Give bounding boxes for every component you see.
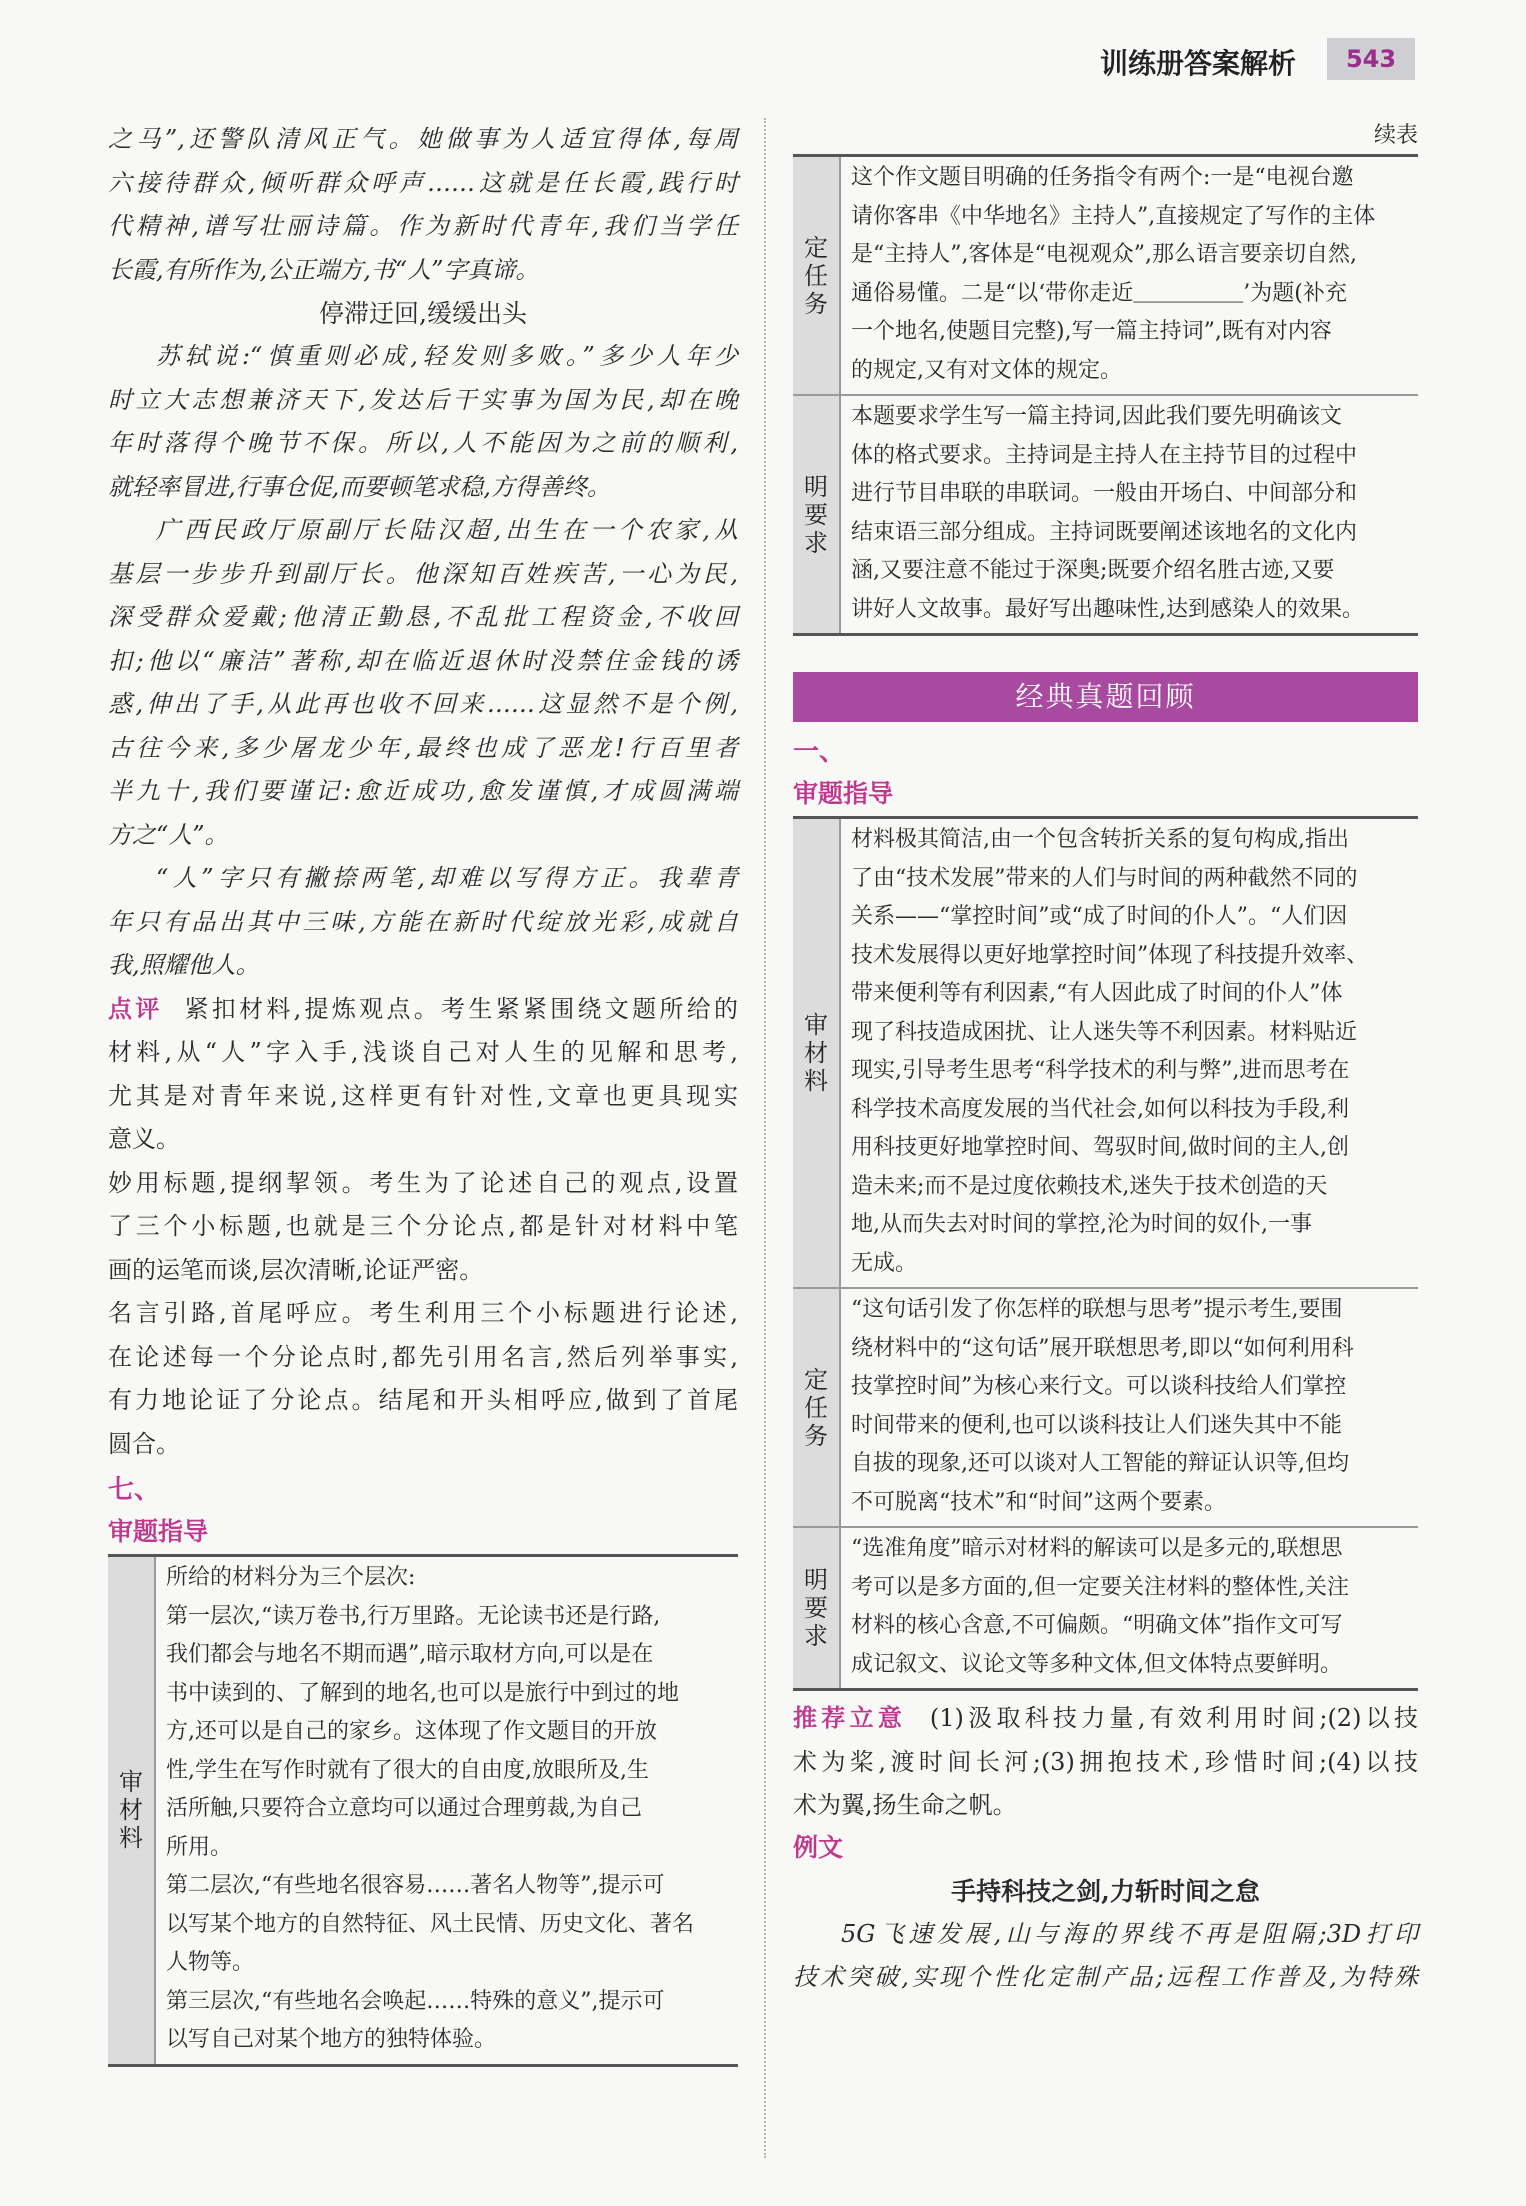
comment-text: 紧扣材料,提炼观点。考生紧紧围绕文题所给的 [184, 994, 738, 1023]
section-heading: 审题指导 [793, 779, 894, 808]
section-number: 一、 [793, 737, 846, 767]
page-number: 543 [1327, 38, 1415, 80]
table-row [108, 1556, 738, 2066]
text-line: 关系——“掌控时间”或“成了时间的仆人”。“人们因 [851, 904, 1348, 929]
row-label [793, 156, 840, 396]
text-line: 代精神,谱写壮丽诗篇。作为新时代青年,我们当学任 [108, 212, 738, 240]
text-line: 技术突破,实现个性化定制产品;远程工作普及,为特殊 [793, 1963, 1418, 1991]
row-content [840, 395, 1418, 635]
comment-block [108, 988, 738, 1467]
text-line: 时间带来的便利,也可以谈科技让人们迷失其中不能 [851, 1412, 1342, 1438]
text-line: 本题要求学生写一篇主持词,因此我们要先明确该文 [851, 404, 1342, 429]
text-line: 古往今来,多少屠龙少年,最终也成了恶龙!行百里者 [108, 733, 738, 762]
text-line: 涵,又要注意不能过于深奥;既要介绍名胜古迹,又要 [851, 558, 1335, 583]
text-line: 结束语三部分组成。主持词既要阐述该地名的文化内 [851, 519, 1358, 545]
text-line: 用科技更好地掌控时间、驾驭时间,做时间的主人,创 [851, 1135, 1349, 1160]
comment-label: 点评 [108, 994, 163, 1023]
row-label [793, 818, 840, 1289]
analysis-table [108, 1554, 738, 2067]
text-line: 我,照耀他人。 [108, 951, 260, 979]
text-line: 画的运笔而谈,层次清晰,论证严密。 [108, 1255, 484, 1284]
text-line: 了由“技术发展”带来的人们与时间的两种截然不同的 [851, 865, 1358, 891]
text-line: 活所触,只要符合立意均可以通过合理剪裁,为自己 [166, 1796, 642, 1821]
essay-paragraph-3 [108, 509, 738, 857]
row-content [840, 1288, 1418, 1527]
column-divider [764, 118, 766, 2158]
text-line: 有力地论证了分论点。结尾和开头相呼应,做到了首尾 [108, 1386, 738, 1414]
recommend-label: 推荐立意 [793, 1704, 907, 1732]
row-label [108, 1556, 155, 2066]
text-line: 第三层次,“有些地名会唤起……特殊的意义”,提示可 [166, 1988, 665, 2014]
text-line: 材料的核心含意,不可偏颇。“明确文体”指作文可写 [851, 1613, 1343, 1638]
row-content [840, 156, 1418, 396]
text-line: 意义。 [108, 1125, 180, 1153]
text-line: 成记叙文、议论文等多种文体,但文体特点要鲜明。 [851, 1651, 1342, 1677]
text-line: 方之“人”。 [108, 820, 229, 849]
text-line: 性,学生在写作时就有了很大的自由度,放眼所及,生 [166, 1757, 649, 1783]
example-title: 手持科技之剑,力斩时间之怠 [951, 1876, 1260, 1906]
text-line: 所用。 [166, 1834, 233, 1860]
text-line: 现了科技造成困扰、让人迷失等不利因素。材料贴近 [851, 1019, 1358, 1045]
table-row [793, 395, 1418, 635]
text-line: 现实,引导考生思考“科学技术的利与弊”,进而思考在 [851, 1058, 1350, 1083]
essay-subheading: 停滞迂回,缓缓出头 [319, 299, 527, 328]
text-line: 六接待群众,倾听群众呼声……这就是任长霞,践行时 [108, 168, 738, 197]
text-line: 长霞,有所作为,公正端方,书“人”字真谛。 [108, 255, 540, 284]
example-label: 例文 [793, 1832, 844, 1862]
left-column [108, 118, 738, 2067]
section-heading: 审题指导 [108, 1517, 209, 1546]
text-line: 一个地名,使题目完整),写一篇主持词”,既有对内容 [851, 319, 1332, 344]
text-line: 之马”,还警队清风正气。她做事为人适宜得体,每周 [108, 125, 738, 153]
text-line: 5G飞速发展,山与海的界线不再是阻隔;3D打印 [841, 1919, 1418, 1948]
row-label [793, 395, 840, 635]
table-row [793, 1527, 1418, 1690]
text-line: 惑,伸出了手,从此再也收不回来……这显然不是个例, [108, 690, 738, 718]
text-line: 通俗易懂。二是“以‘带你走近＿＿＿＿＿’为题(补充 [851, 280, 1347, 306]
text-line: 造未来;而不是过度依赖技术,迷失于技术创造的天 [851, 1173, 1328, 1199]
text-line: 无成。 [851, 1250, 918, 1276]
row-label-text: 审材料 [804, 1011, 828, 1095]
row-label [793, 1288, 840, 1527]
recommend-text: (1)汲取科技力量,有效利用时间;(2)以技 [929, 1704, 1418, 1732]
text-line: 请你客串《中华地名》主持人”,直接规定了写作的主体 [851, 203, 1376, 229]
row-label-text: 明要求 [804, 472, 828, 557]
continued-table [793, 154, 1418, 636]
text-line: 是“主持人”,客体是“电视观众”,那么语言要亲切自然, [851, 242, 1357, 267]
continued-label: 续表 [1373, 123, 1418, 148]
essay-paragraph-1 [108, 118, 738, 292]
text-line: 不可脱离“技术”和“时间”这两个要素。 [851, 1489, 1226, 1515]
text-line: 带来便利等有利因素,“有人因此成了时间的仆人”体 [851, 981, 1343, 1006]
text-line: 材料,从“人”字入手,浅谈自己对人生的见解和思考, [108, 1038, 738, 1066]
table-row [793, 818, 1418, 1289]
text-line: 讲好人文故事。最好写出趣味性,达到感染人的效果。 [851, 596, 1364, 622]
text-line: 书中读到的、了解到的地名,也可以是旅行中到过的地 [166, 1680, 679, 1706]
row-label [793, 1527, 840, 1690]
text-line: 绕材料中的“这句话”展开联想思考,即以“如何利用科 [851, 1335, 1354, 1361]
analysis-table [793, 816, 1418, 1691]
text-line: 我们都会与地名不期而遇”,暗示取材方向,可以是在 [166, 1642, 654, 1667]
text-line: 妙用标题,提纲挈领。考生为了论述自己的观点,设置 [108, 1168, 738, 1197]
row-label-text: 明要求 [804, 1566, 828, 1650]
text-line: 深受群众爱戴;他清正勤恳,不乱批工程资金,不收回 [108, 603, 738, 631]
text-line: 基层一步步升到副厅长。他深知百姓疾苦,一心为民, [108, 559, 738, 588]
text-line: 进行节目串联的串联词。一般由开场白、中间部分和 [851, 481, 1358, 506]
text-line: 术为翼,扬生命之帆。 [793, 1791, 1017, 1819]
text-line [108, 988, 738, 1032]
text-line: 这个作文题目明确的任务指令有两个:一是“电视台邀 [851, 165, 1354, 190]
text-line: 的规定,又有对文体的规定。 [851, 357, 1122, 383]
text-line: 技掌控时间”为核心来行文。可以谈科技给人们掌控 [851, 1374, 1347, 1399]
text-line: 人物等。 [166, 1950, 255, 1975]
text-line: 第一层次,“读万卷书,行万里路。无论读书还是行路, [166, 1603, 661, 1629]
text-line: 苏轼说:“慎重则必成,轻发则多败。”多少人年少 [156, 342, 738, 370]
text-line: 半九十,我们要谨记:愈近成功,愈发谨慎,才成圆满端 [108, 777, 738, 805]
text-line: 地,从而失去对时间的掌控,沦为时间的奴仆,一事 [851, 1212, 1312, 1237]
text-line: 就轻率冒进,行事仓促,而要顿笔求稳,方得善终。 [108, 472, 611, 501]
text-line: 名言引路,首尾呼应。考生利用三个小标题进行论述, [108, 1299, 738, 1327]
row-label-text: 审材料 [119, 1768, 143, 1853]
text-line: 自拔的现象,还可以谈对人工智能的辩证认识等,但均 [851, 1451, 1349, 1476]
text-line: 年只有品出其中三味,方能在新时代绽放光彩,成就自 [108, 907, 738, 936]
text-line: 材料极其简洁,由一个包含转折关系的复句构成,指出 [851, 827, 1349, 852]
text-line: 广西民政厅原副厅长陆汉超,出生在一个农家,从 [156, 516, 738, 544]
text-line: 时立大志想兼济天下,发达后干实事为国为民,却在晚 [108, 385, 738, 414]
recommend-block [793, 1697, 1418, 1828]
text-line: “这句话引发了你怎样的联想与思考”提示考生,要围 [851, 1297, 1343, 1322]
running-header-title: 训练册答案解析 [1100, 47, 1297, 80]
text-line: 体的格式要求。主持词是主持人在主持节目的过程中 [851, 442, 1358, 468]
text-line: 所给的材料分为三个层次: [166, 1565, 416, 1590]
right-column [793, 118, 1418, 2000]
text-line: 圆合。 [108, 1429, 180, 1458]
table-row [793, 1288, 1418, 1527]
text-line: 第二层次,“有些地名很容易……著名人物等”,提示可 [166, 1873, 665, 1898]
section-banner: 经典真题回顾 [793, 672, 1418, 722]
text-line: 以写某个地方的自然特征、风土民情、历史文化、著名 [166, 1911, 695, 1937]
row-content [840, 818, 1418, 1289]
text-line: 考可以是多方面的,但一定要关注材料的整体性,关注 [851, 1574, 1349, 1600]
row-content [840, 1527, 1418, 1690]
text-line: “人”字只有撇捺两笔,却难以写得方正。我辈青 [156, 864, 738, 892]
row-label-text: 定任务 [804, 1365, 828, 1450]
section-number: 七、 [108, 1475, 161, 1505]
text-line: “选准角度”暗示对材料的解读可以是多元的,联想思 [851, 1536, 1343, 1561]
text-line: 术为桨,渡时间长河;(3)拥抱技术,珍惜时间;(4)以技 [793, 1747, 1418, 1776]
text-line: 技术发展得以更好地掌控时间”体现了科技提升效率、 [851, 942, 1369, 968]
text-line: 年时落得个晚节不保。所以,人不能因为之前的顺利, [108, 429, 738, 457]
text-line: 尤其是对青年来说,这样更有针对性,文章也更具现实 [108, 1081, 738, 1110]
text-line: 科学技术高度发展的当代社会,如何以科技为手段,利 [851, 1096, 1349, 1122]
text-line: 方,还可以是自己的家乡。这体现了作文题目的开放 [166, 1719, 657, 1744]
essay-paragraph-2 [108, 335, 738, 509]
text-line: 了三个小标题,也就是三个分论点,都是针对材料中笔 [108, 1212, 738, 1240]
text-line: 以写自己对某个地方的独特体验。 [166, 2027, 497, 2052]
table-row [793, 156, 1418, 396]
text-line: 在论述每一个分论点时,都先引用名言,然后列举事实, [108, 1342, 738, 1371]
row-content [155, 1556, 738, 2066]
text-line [793, 1697, 1418, 1741]
text-line: 扣;他以“廉洁”著称,却在临近退休时没禁住金钱的诱 [108, 646, 738, 675]
essay-paragraph-4 [108, 857, 738, 988]
row-label-text: 定任务 [804, 233, 828, 318]
